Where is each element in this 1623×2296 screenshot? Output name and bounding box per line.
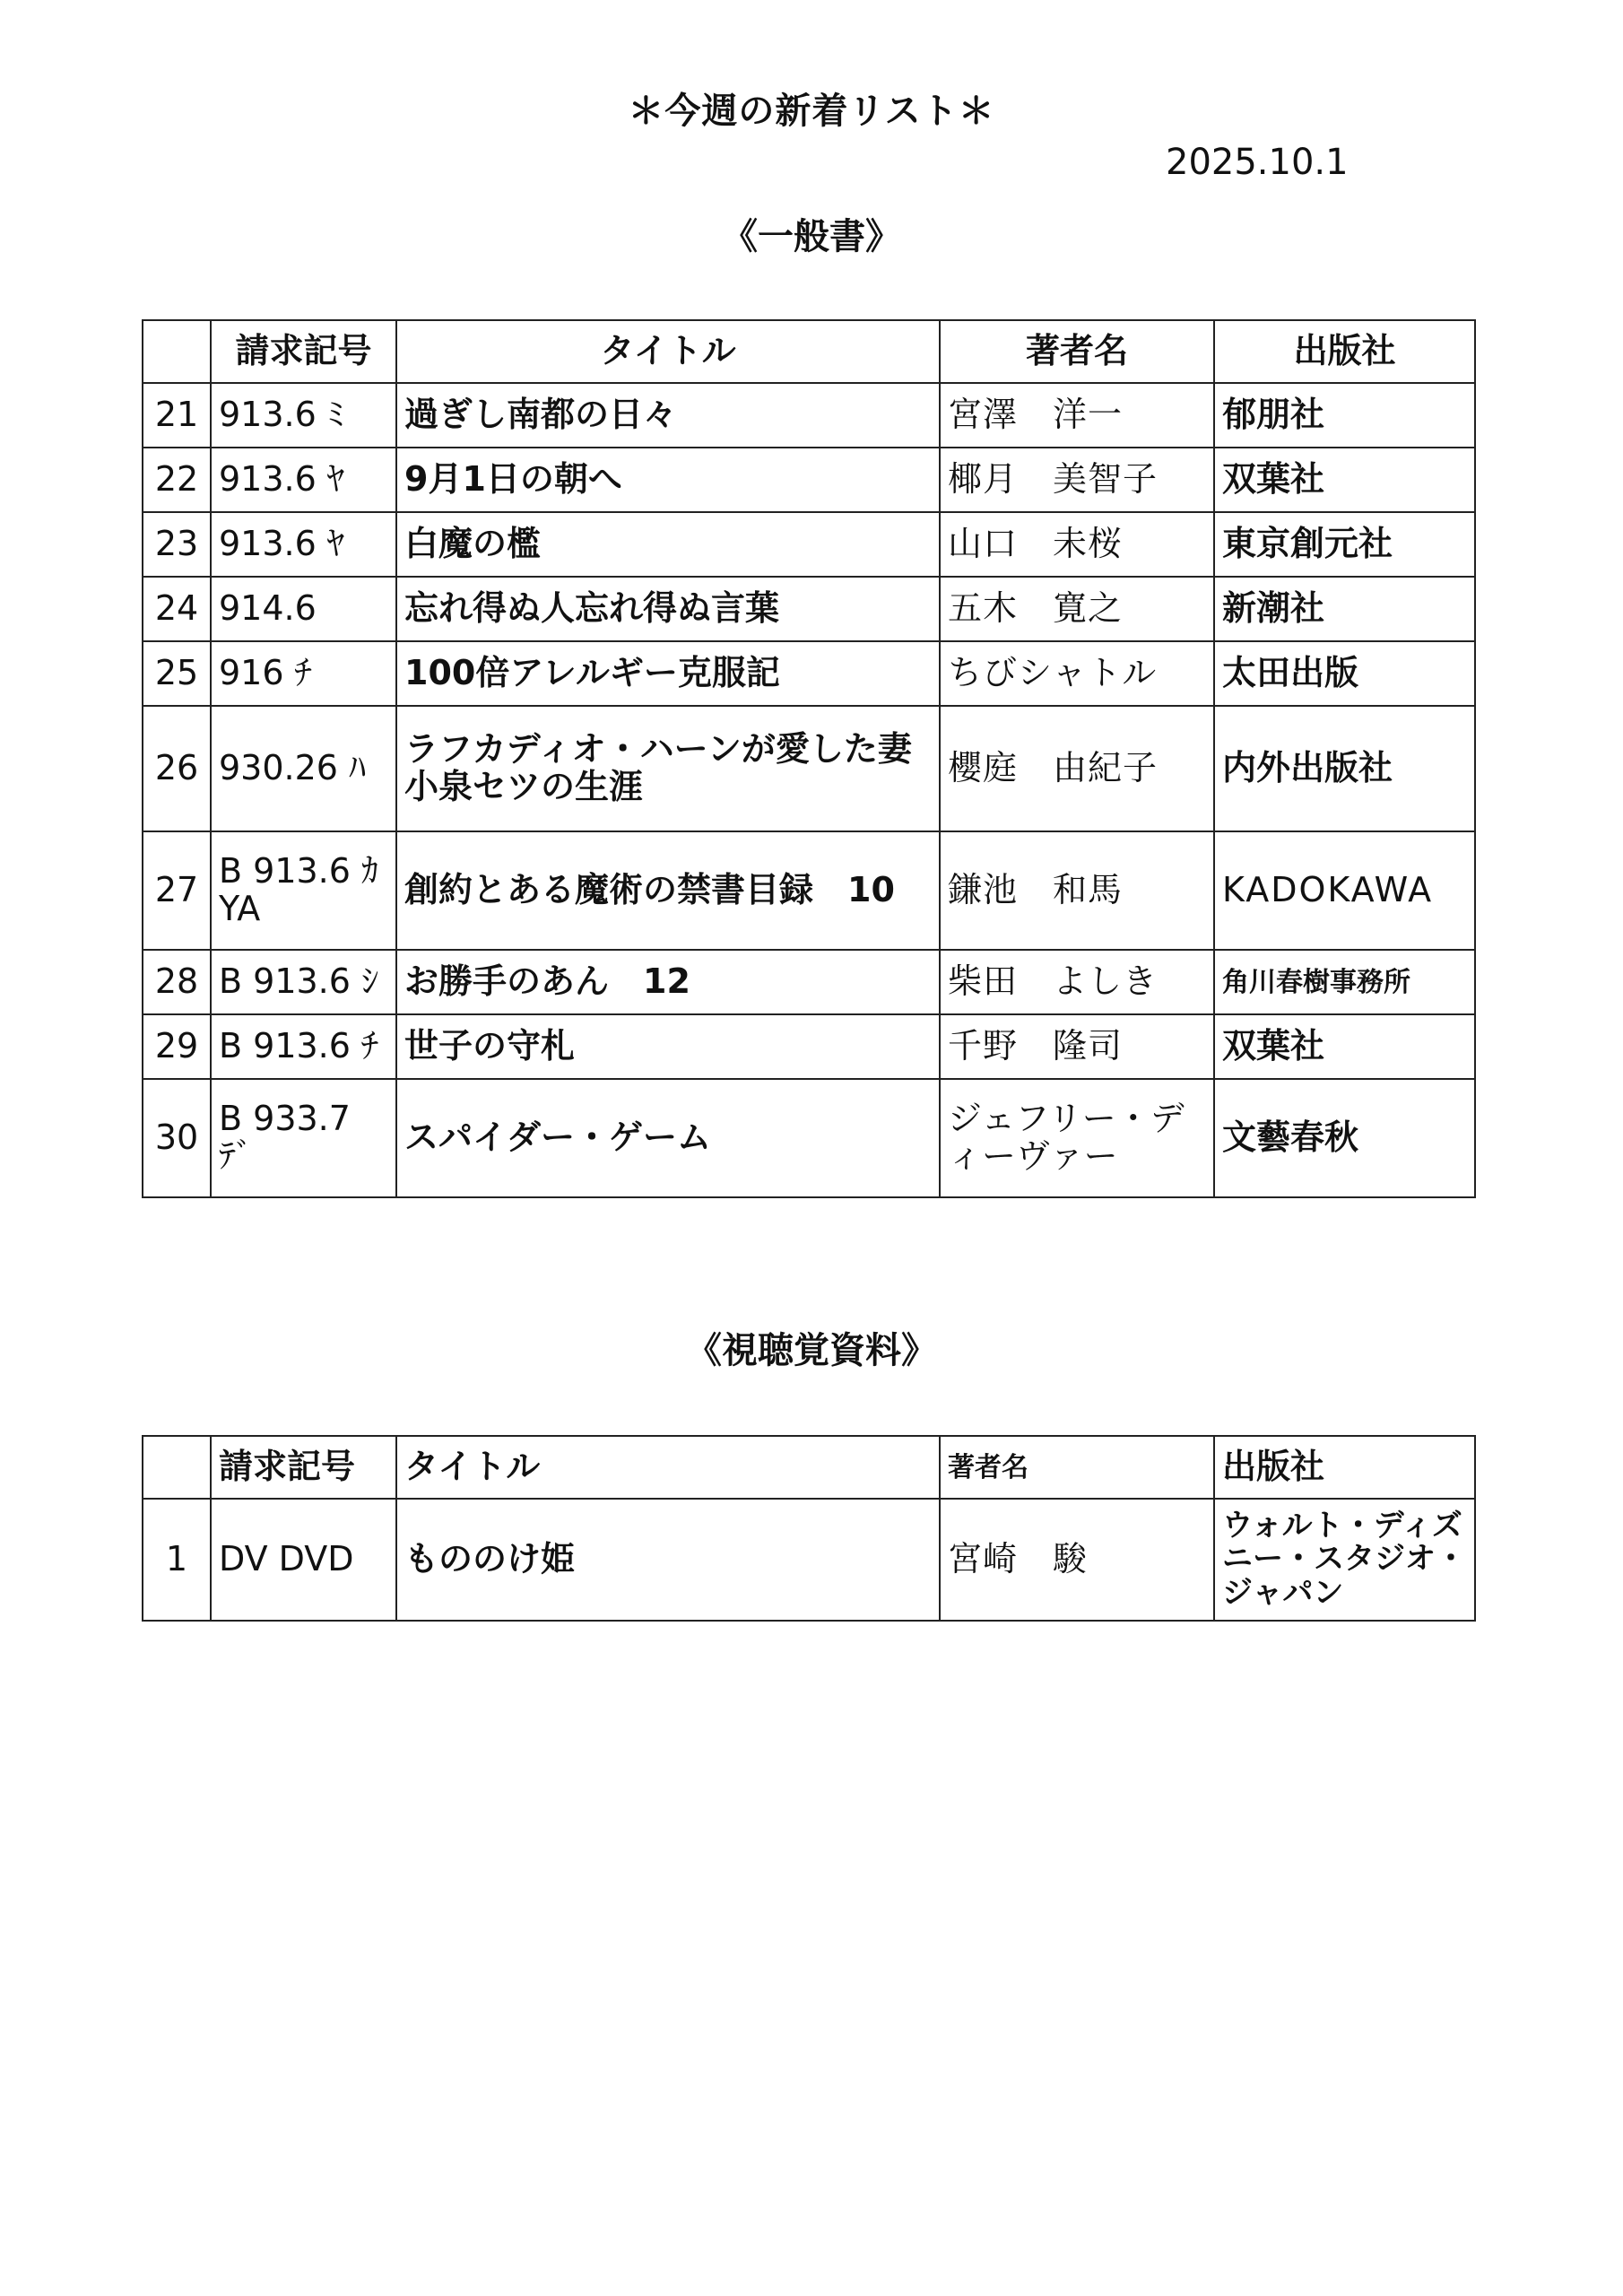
publisher-name: 内外出版社 bbox=[1214, 706, 1475, 831]
publisher-name: 太田出版 bbox=[1214, 641, 1475, 706]
author-name: 椰月 美智子 bbox=[940, 448, 1214, 512]
book-title: 9月1日の朝へ bbox=[396, 448, 940, 512]
col-header-number bbox=[143, 1436, 211, 1499]
book-title: お勝手のあん 12 bbox=[396, 950, 940, 1014]
table-row bbox=[143, 448, 1475, 512]
general-books-table bbox=[142, 319, 1476, 1198]
table-row bbox=[143, 641, 1475, 706]
row-number: 22 bbox=[143, 448, 211, 512]
publisher-name: 角川春樹事務所 bbox=[1214, 950, 1475, 1014]
publisher-name: 東京創元社 bbox=[1214, 512, 1475, 577]
row-number: 1 bbox=[143, 1499, 211, 1621]
table-row bbox=[143, 577, 1475, 641]
row-number: 27 bbox=[143, 831, 211, 950]
col-header-title: タイトル bbox=[396, 320, 940, 383]
book-title: 過ぎし南都の日々 bbox=[396, 383, 940, 448]
table-row bbox=[143, 1079, 1475, 1197]
table-header-row bbox=[143, 1436, 1475, 1499]
call-number: B 913.6 ｼ bbox=[211, 950, 396, 1014]
call-number: B 913.6 ﾁ bbox=[211, 1014, 396, 1079]
call-number: 914.6 bbox=[211, 577, 396, 641]
publisher-name: KADOKAWA bbox=[1214, 831, 1475, 950]
section-title-audiovisual: 《視聴覚資料》 bbox=[686, 1330, 937, 1371]
author-name: 鎌池 和馬 bbox=[940, 831, 1214, 950]
author-name: ジェフリー・ディーヴァー bbox=[940, 1079, 1214, 1197]
col-header-publisher: 出版社 bbox=[1214, 320, 1475, 383]
col-header-call-number: 請求記号 bbox=[211, 320, 396, 383]
call-number: DV DVD bbox=[211, 1499, 396, 1621]
row-number: 26 bbox=[143, 706, 211, 831]
author-name: 五木 寛之 bbox=[940, 577, 1214, 641]
row-number: 28 bbox=[143, 950, 211, 1014]
publisher-name: 双葉社 bbox=[1214, 1014, 1475, 1079]
page-title: ＊今週の新着リスト＊ bbox=[628, 91, 995, 132]
publisher-name: 文藝春秋 bbox=[1214, 1079, 1475, 1197]
book-title: 創約とある魔術の禁書目録 10 bbox=[396, 831, 940, 950]
col-header-publisher: 出版社 bbox=[1214, 1436, 1475, 1499]
author-name: 宮澤 洋一 bbox=[940, 383, 1214, 448]
row-number: 24 bbox=[143, 577, 211, 641]
book-title: スパイダー・ゲーム bbox=[396, 1079, 940, 1197]
author-name: 宮崎 駿 bbox=[940, 1499, 1214, 1621]
call-number: 916 ﾁ bbox=[211, 641, 396, 706]
publisher-name: ウォルト・ディズニー・スタジオ・ジャパン bbox=[1214, 1499, 1475, 1621]
book-title: ラフカディオ・ハーンが愛した妻 小泉セツの生涯 bbox=[396, 706, 940, 831]
publisher-name: 郁朋社 bbox=[1214, 383, 1475, 448]
media-title: もののけ姫 bbox=[396, 1499, 940, 1621]
row-number: 29 bbox=[143, 1014, 211, 1079]
book-title: 白魔の檻 bbox=[396, 512, 940, 577]
call-number: 930.26 ﾊ bbox=[211, 706, 396, 831]
table-row bbox=[143, 1014, 1475, 1079]
call-number: B 933.7 ﾃﾞ bbox=[211, 1079, 396, 1197]
table-row bbox=[143, 706, 1475, 831]
col-header-author: 著者名 bbox=[940, 320, 1214, 383]
author-name: 山口 未桜 bbox=[940, 512, 1214, 577]
publisher-name: 新潮社 bbox=[1214, 577, 1475, 641]
author-name: 千野 隆司 bbox=[940, 1014, 1214, 1079]
table-header-row bbox=[143, 320, 1475, 383]
col-header-call-number: 請求記号 bbox=[211, 1436, 396, 1499]
table-row bbox=[143, 950, 1475, 1014]
col-header-title: タイトル bbox=[396, 1436, 940, 1499]
author-name: 櫻庭 由紀子 bbox=[940, 706, 1214, 831]
row-number: 25 bbox=[143, 641, 211, 706]
call-number: 913.6 ﾔ bbox=[211, 448, 396, 512]
col-header-author: 著者名 bbox=[940, 1436, 1214, 1499]
table-row bbox=[143, 512, 1475, 577]
audiovisual-table bbox=[142, 1435, 1476, 1622]
section-title-general-books: 《一般書》 bbox=[722, 216, 901, 257]
row-number: 21 bbox=[143, 383, 211, 448]
row-number: 30 bbox=[143, 1079, 211, 1197]
call-number: 913.6 ﾐ bbox=[211, 383, 396, 448]
author-name: ちびシャトル bbox=[940, 641, 1214, 706]
col-header-number bbox=[143, 320, 211, 383]
issue-date: 2025.10.1 bbox=[1166, 142, 1349, 183]
publisher-name: 双葉社 bbox=[1214, 448, 1475, 512]
call-number: B 913.6 ｶ YA bbox=[211, 831, 396, 950]
table-row bbox=[143, 383, 1475, 448]
book-title: 世子の守札 bbox=[396, 1014, 940, 1079]
book-title: 100倍アレルギー克服記 bbox=[396, 641, 940, 706]
book-title: 忘れ得ぬ人忘れ得ぬ言葉 bbox=[396, 577, 940, 641]
author-name: 柴田 よしき bbox=[940, 950, 1214, 1014]
table-row bbox=[143, 831, 1475, 950]
call-number: 913.6 ﾔ bbox=[211, 512, 396, 577]
row-number: 23 bbox=[143, 512, 211, 577]
table-row bbox=[143, 1499, 1475, 1621]
